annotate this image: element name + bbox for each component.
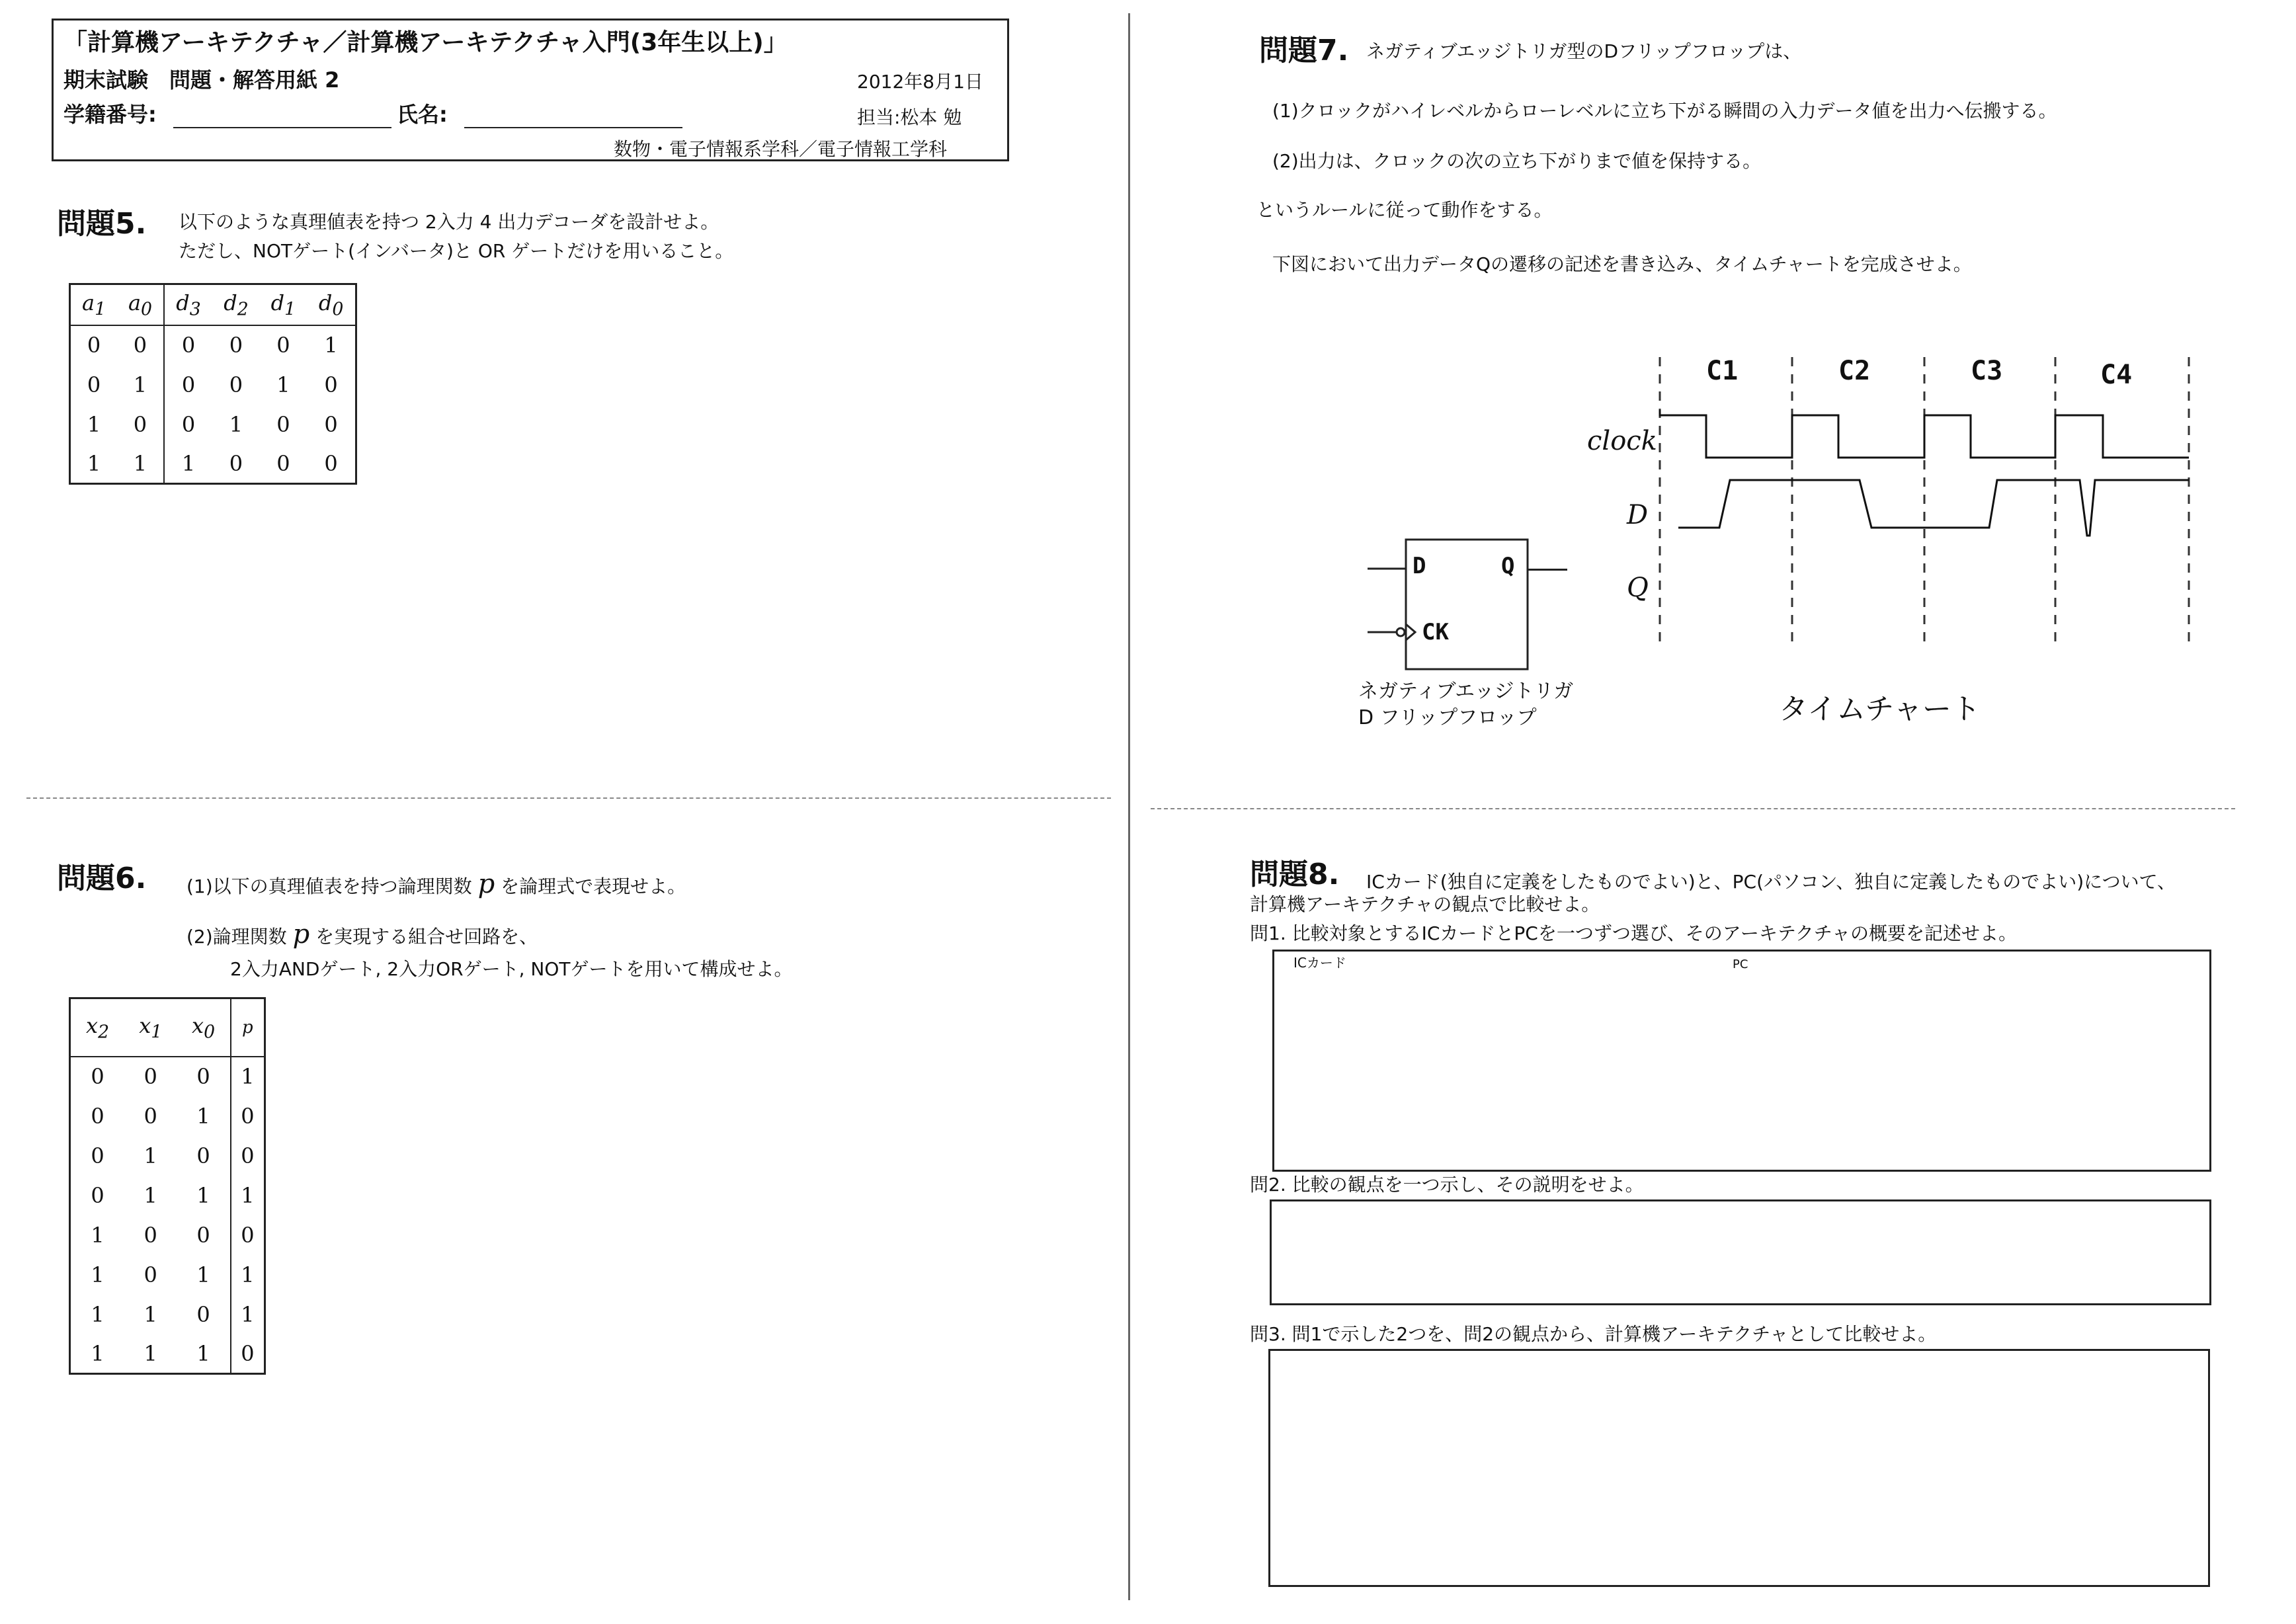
table-cell: 0 (87, 372, 101, 397)
table-cell: 0 (276, 450, 290, 476)
table-cell: 0 (276, 411, 290, 437)
ff-pin-ck: CK (1422, 619, 1449, 645)
table-row (70, 1096, 265, 1136)
q8-heading: 問題8. (1250, 858, 1340, 891)
ff-pin-q: Q (1501, 553, 1515, 579)
student-id-label: 学籍番号: (63, 102, 157, 127)
q6-part2-pre: (2)論理関数 (186, 926, 293, 948)
q5-header-row (70, 284, 356, 325)
timing-chart-caption: タイムチャート (1779, 692, 1981, 726)
table-cell: 0 (241, 1340, 255, 1366)
q6-part2 (186, 919, 538, 950)
col-a0: $a_0$ (117, 284, 164, 325)
table-cell: 0 (87, 333, 101, 358)
student-id-field[interactable] (173, 127, 391, 128)
table-cell: 0 (324, 372, 338, 397)
col-x0: $x_0$ (177, 998, 230, 1057)
q7-rule1: (1)クロックがハイレベルからローレベルに立ち下がる瞬間の入力データ値を出力へ伝搬する。 (1272, 100, 2057, 122)
table-cell: 0 (229, 333, 243, 358)
name-label: 氏名: (397, 102, 448, 127)
table-cell: 0 (117, 325, 164, 365)
table-cell: 0 (181, 333, 196, 358)
signal-label-q: Q (1627, 573, 1649, 603)
col-d3: $d_3$ (164, 284, 212, 325)
col-d1: $d_1$ (260, 284, 307, 325)
q5-line1: 以下のような真理値表を持つ 2入力 4 出力デコーダを設計せよ。 (179, 211, 719, 233)
table-row (70, 405, 356, 444)
table-cell: 0 (181, 372, 196, 397)
table-cell: 1 (324, 333, 338, 358)
table-cell: 0 (91, 1182, 104, 1208)
q6-heading: 問題6. (57, 862, 147, 895)
col-d0: $d_0$ (307, 284, 356, 325)
ff-pin-d: D (1413, 553, 1426, 579)
table-cell: 1 (87, 411, 101, 437)
table-cell: 0 (241, 1143, 255, 1168)
q7-rule3: というルールに従って動作をする。 (1256, 199, 1553, 221)
cycle-label-c2: C2 (1838, 356, 1871, 386)
q8-box1-label-pc: PC (1733, 957, 1748, 971)
table-row (70, 1255, 265, 1295)
q5-heading: 問題5. (57, 207, 147, 241)
table-row (70, 1176, 265, 1215)
table-cell: 0 (324, 450, 338, 476)
table-row (70, 444, 356, 484)
q6-part1 (186, 869, 686, 899)
table-cell: 0 (144, 1064, 157, 1089)
q6-part2-var: p (292, 919, 310, 950)
table-cell: 1 (177, 1334, 230, 1374)
table-row (70, 325, 356, 365)
table-cell: 1 (144, 1340, 157, 1366)
table-cell: 0 (91, 1064, 104, 1089)
table-cell: 0 (181, 411, 196, 437)
q8-sub1: 問1. 比較対象とするICカードとPCを一つずつ選び、そのアーキテクチャの概要を記述せよ。 (1250, 922, 2017, 944)
table-cell: 0 (229, 450, 243, 476)
table-cell: 0 (144, 1103, 157, 1129)
table-row (70, 1215, 265, 1255)
table-cell: 0 (241, 1103, 255, 1129)
table-cell: 0 (324, 411, 338, 437)
table-row (70, 1295, 265, 1334)
page-divider-left (26, 797, 1111, 799)
department: 数物・電子情報系学科／電子情報工学科 (614, 138, 948, 160)
cycle-label-c1: C1 (1706, 356, 1739, 386)
q6-part1-post: を論理式で表現せよ。 (495, 875, 686, 897)
page-divider-vertical (1128, 13, 1130, 1600)
q5-line2: ただし、NOTゲート(インバータ)と OR ゲートだけを用いること。 (179, 240, 734, 262)
table-cell: 1 (117, 444, 164, 484)
q8-sub2: 問2. 比較の観点を一つ示し、その説明をせよ。 (1250, 1174, 1644, 1196)
table-cell: 0 (177, 1295, 230, 1334)
cycle-label-c3: C3 (1971, 356, 2003, 386)
q7-rule2: (2)出力は、クロックの次の立ち下がりまで値を保持する。 (1272, 150, 1762, 172)
table-cell: 0 (144, 1262, 157, 1287)
table-cell: 1 (144, 1182, 157, 1208)
ff-clock-triangle (1406, 624, 1415, 640)
table-cell: 1 (144, 1143, 157, 1168)
table-cell: 1 (177, 1096, 230, 1136)
table-row (70, 1057, 265, 1096)
table-cell: 1 (91, 1262, 104, 1287)
q8-answer-box-1[interactable] (1272, 950, 2211, 1172)
cycle-label-c4: C4 (2100, 360, 2133, 390)
table-cell: 1 (241, 1064, 255, 1089)
timing-chart (1574, 350, 2209, 661)
table-cell: 1 (229, 411, 243, 437)
q8-sub3: 問3. 問1で示した2つを、問2の観点から、計算機アーキテクチャとして比較せよ。 (1250, 1323, 1937, 1345)
course-title: 「計算機アーキテクチャ／計算機アーキテクチャ入門(3年生以上)」 (63, 29, 788, 56)
q8-box1-label-ic: ICカード (1293, 955, 1346, 971)
table-cell: 0 (177, 1215, 230, 1255)
page-divider-right (1151, 808, 2235, 809)
d-waveform (1678, 480, 2189, 536)
ff-q-output-line (1528, 569, 1567, 571)
table-row (70, 365, 356, 405)
table-cell: 1 (276, 372, 290, 397)
table-cell: 1 (241, 1182, 255, 1208)
table-cell: 0 (91, 1103, 104, 1129)
name-field[interactable] (464, 127, 682, 128)
q8-answer-box-2[interactable] (1270, 1199, 2211, 1305)
table-cell: 1 (241, 1301, 255, 1327)
table-cell: 0 (117, 405, 164, 444)
q6-part1-var: p (477, 869, 495, 899)
table-cell: 1 (241, 1262, 255, 1287)
q6-part1-pre: (1)以下の真理値表を持つ論理関数 (186, 875, 478, 897)
table-cell: 0 (241, 1222, 255, 1248)
clock-waveform (1660, 410, 2189, 458)
q8-line2: 計算機アーキテクチャの観点で比較せよ。 (1250, 893, 1600, 915)
col-x2: $x_2$ (70, 998, 125, 1057)
ff-inversion-bubble (1397, 628, 1405, 636)
col-d2: $d_2$ (212, 284, 259, 325)
col-x1: $x_1$ (124, 998, 177, 1057)
table-cell: 0 (229, 372, 243, 397)
table-cell: 1 (91, 1301, 104, 1327)
table-cell: 1 (87, 450, 101, 476)
q7-instruction: 下図において出力データQの遷移の記述を書き込み、タイムチャートを完成させよ。 (1272, 253, 1972, 275)
signal-label-d: D (1627, 500, 1649, 530)
instructor: 担当:松本 勉 (857, 106, 962, 128)
q6-part2-post: を実現する組合せ回路を、 (309, 926, 538, 948)
table-cell: 1 (177, 1176, 230, 1215)
table-cell: 0 (177, 1057, 230, 1096)
col-p: p (231, 998, 265, 1057)
table-cell: 1 (91, 1222, 104, 1248)
table-cell: 0 (177, 1136, 230, 1176)
table-cell: 0 (144, 1222, 157, 1248)
ff-caption2: D フリップフロップ (1358, 706, 1537, 729)
q7-intro: ネガティブエッジトリガ型のDフリップフロップは、 (1366, 40, 1802, 62)
q6-truth-table (69, 997, 266, 1375)
table-row (70, 1136, 265, 1176)
q5-truth-table (69, 283, 357, 485)
signal-label-clock: clock (1587, 426, 1657, 456)
q7-heading: 問題7. (1259, 34, 1349, 67)
table-row (70, 1334, 265, 1374)
q8-answer-box-3[interactable] (1268, 1349, 2210, 1587)
table-cell: 1 (117, 365, 164, 405)
table-cell: 1 (91, 1340, 104, 1366)
q6-header-row (70, 998, 265, 1057)
table-cell: 0 (276, 333, 290, 358)
table-cell: 1 (181, 450, 196, 476)
col-a1: $a_1$ (70, 284, 118, 325)
q8-line1: ICカード(独自に定義をしたものでよい)と、PC(パソコン、独自に定義したものでよい)について、 (1366, 871, 2176, 893)
table-cell: 1 (177, 1255, 230, 1295)
exam-date: 2012年8月1日 (857, 71, 983, 93)
exam-label: 期末試験 問題・解答用紙 2 (63, 67, 340, 93)
table-cell: 1 (144, 1301, 157, 1327)
table-cell: 0 (91, 1143, 104, 1168)
ff-caption1: ネガティブエッジトリガ (1358, 680, 1574, 703)
q6-part2-line2: 2入力ANDゲート, 2入力ORゲート, NOTゲートを用いて構成せよ。 (230, 958, 793, 980)
